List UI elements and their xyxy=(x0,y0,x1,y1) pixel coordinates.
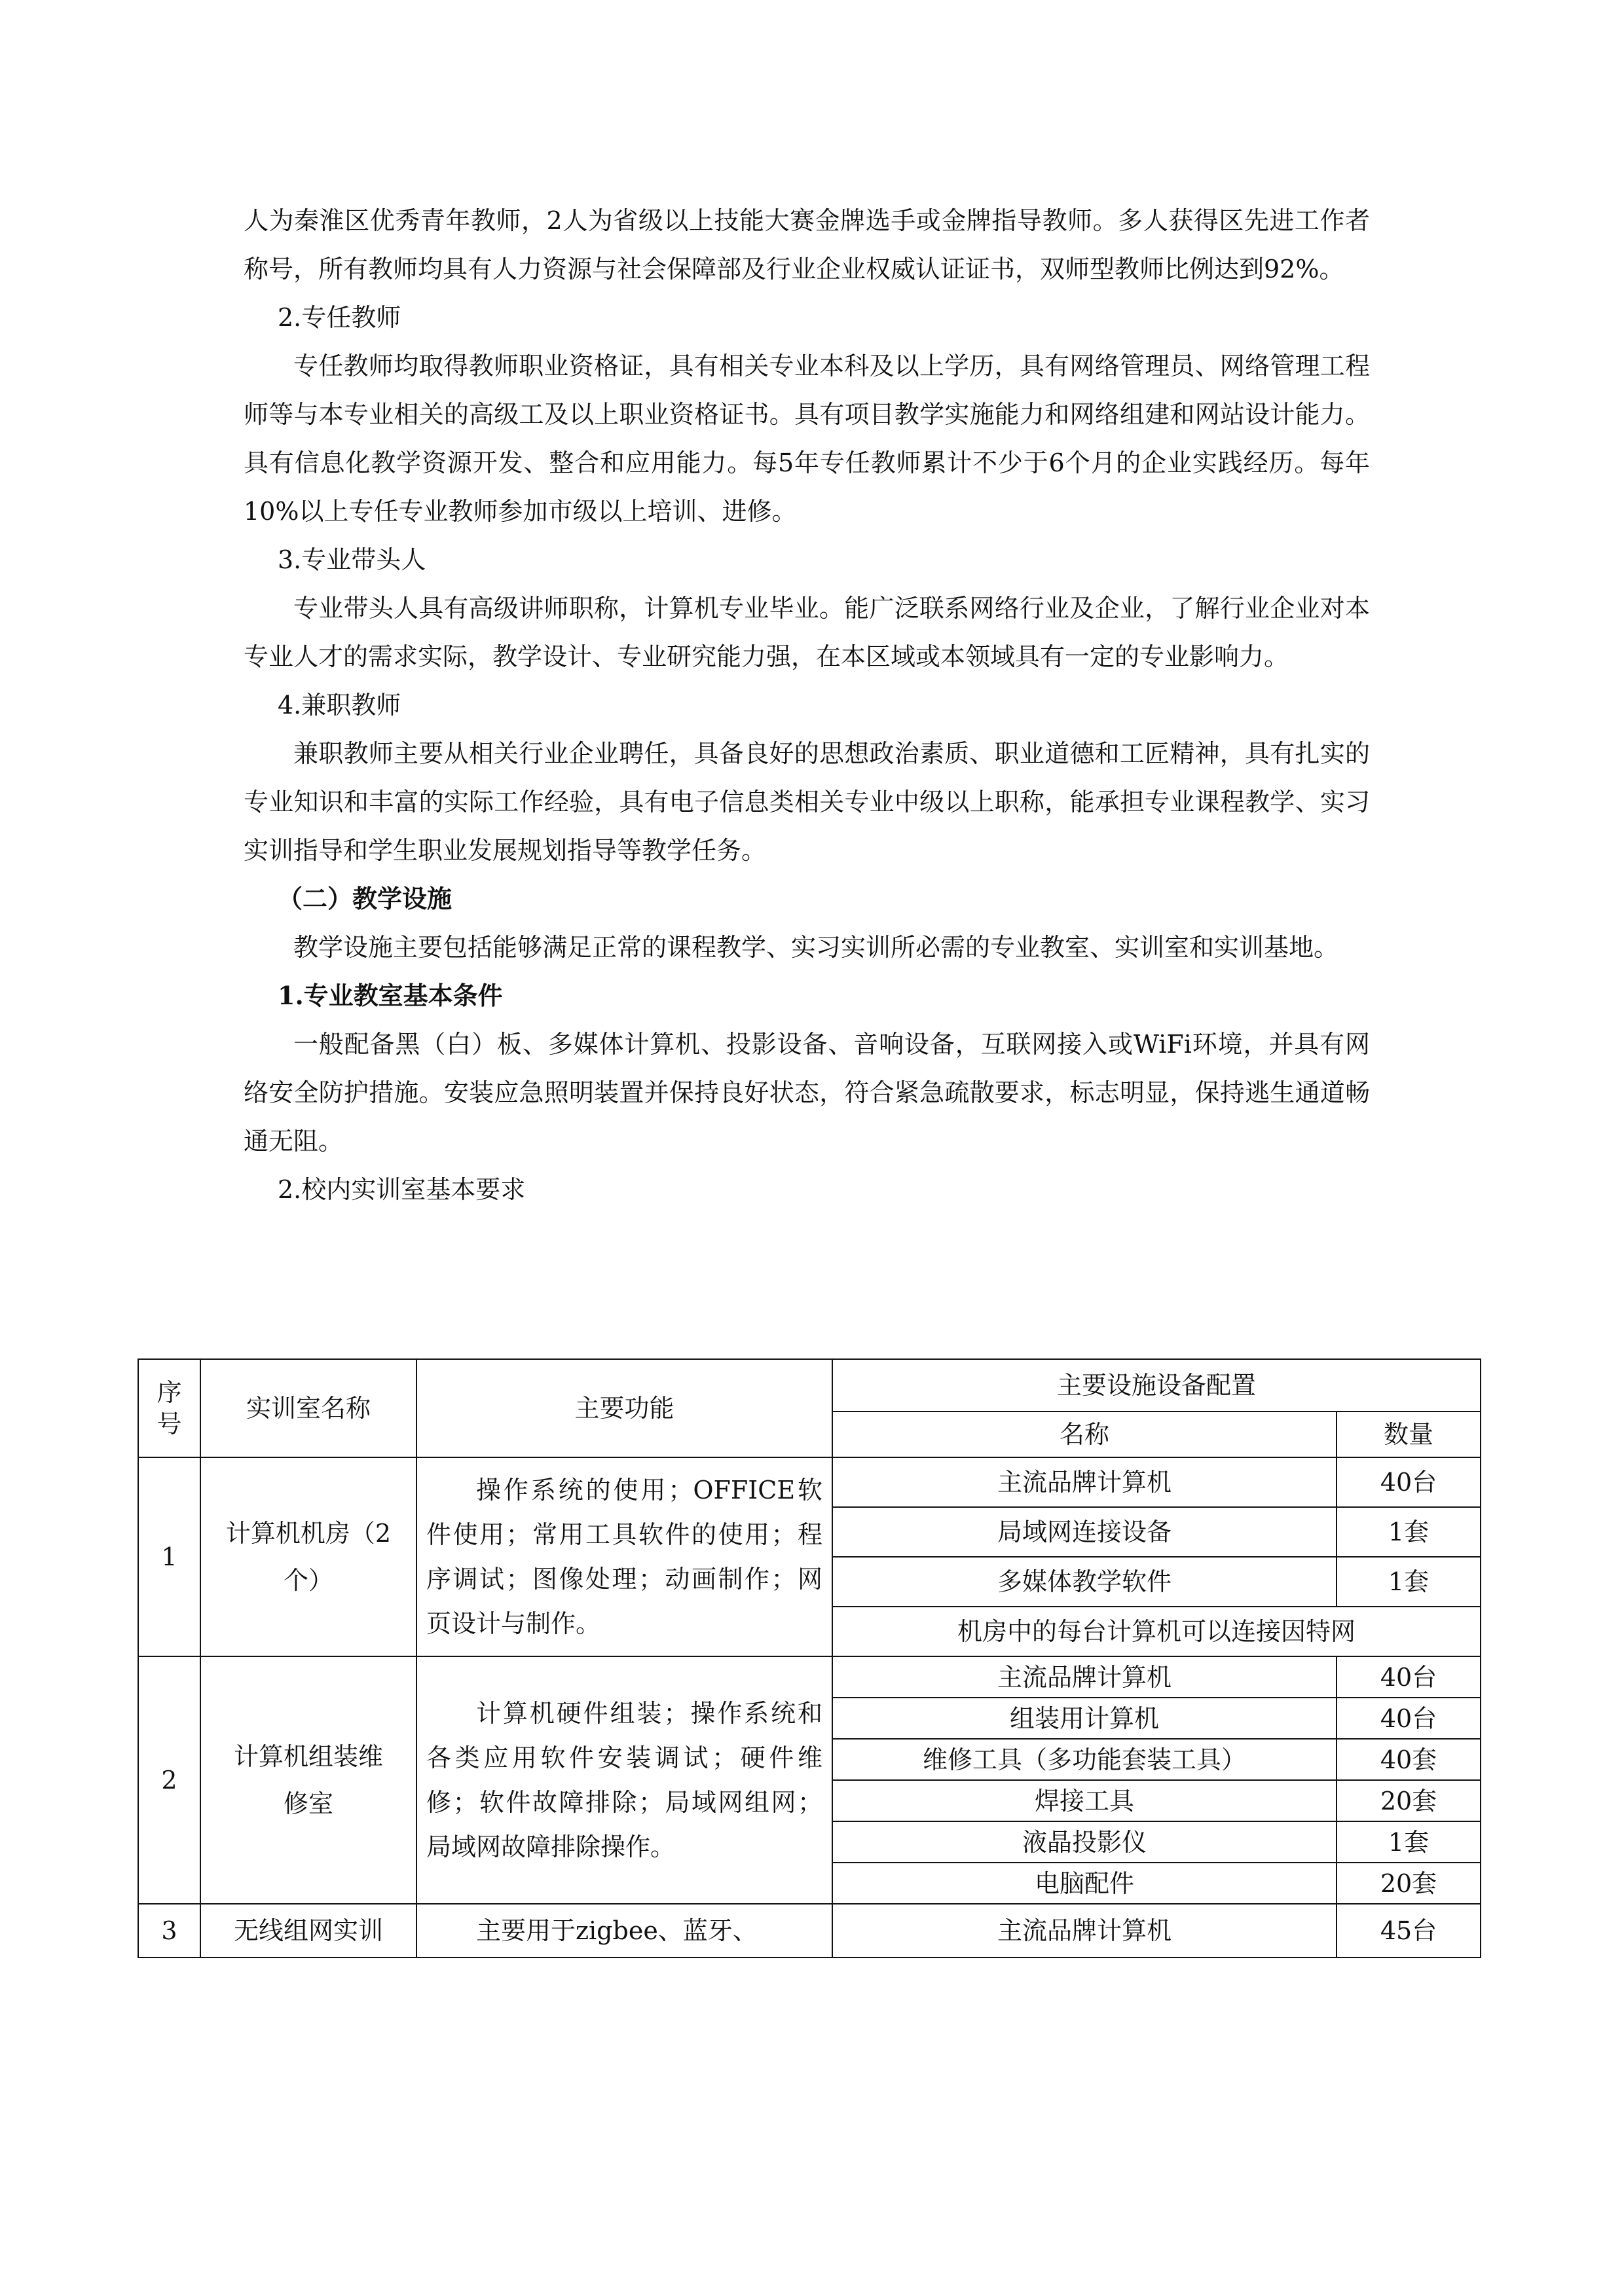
table-row-1-function: 操作系统的使用；OFFICE软件使用；常用工具软件的使用；程序调试；图像处理；动画制作；网页设计与制作。 xyxy=(416,1457,832,1656)
table-row-2-seq: 2 xyxy=(138,1656,200,1904)
header-main-function: 主要功能 xyxy=(416,1359,832,1457)
paragraph-teacher-honors: 人为秦淮区优秀青年教师，2人为省级以上技能大赛金牌选手或金牌指导教师。多人获得区先进工作者称号，所有教师均具有人力资源与社会保障部及行业企业权威认证证书，双师型教师比例达到92%。 xyxy=(244,206,1370,283)
table-row-2-eq-6-qty: 20套 xyxy=(1337,1863,1481,1904)
table-row-2-eq-6-name: 电脑配件 xyxy=(832,1863,1337,1904)
table-row-1-eq-2-qty: 1套 xyxy=(1337,1507,1481,1557)
table-row-3-room: 无线组网实训 xyxy=(200,1904,416,1958)
table-row-1-eq-1-qty: 40台 xyxy=(1337,1457,1481,1507)
table-row-2-eq-4-qty: 20套 xyxy=(1337,1780,1481,1821)
header-room-name: 实训室名称 xyxy=(200,1359,416,1457)
heading-training-room-requirements: 2.校内实训室基本要求 xyxy=(278,1175,526,1204)
heading-discipline-leader: 3.专业带头人 xyxy=(278,545,426,574)
table-row-1-eq-3-qty: 1套 xyxy=(1337,1557,1481,1607)
table-row-2-eq-2-qty: 40台 xyxy=(1337,1698,1481,1739)
table-row-1-eq-3-name: 多媒体教学软件 xyxy=(832,1557,1337,1607)
table-row-3-eq-1-name: 主流品牌计算机 xyxy=(832,1904,1337,1958)
table-row-2-eq-1-name: 主流品牌计算机 xyxy=(832,1656,1337,1698)
heading-full-time-teachers: 2.专任教师 xyxy=(278,303,401,332)
training-room-table xyxy=(138,1358,1481,1958)
table-row-1-note: 机房中的每台计算机可以连接因特网 xyxy=(832,1607,1481,1656)
table-row-2-eq-4-name: 焊接工具 xyxy=(832,1780,1337,1821)
header-equipment-qty: 数量 xyxy=(1337,1412,1481,1457)
document-body xyxy=(244,196,1370,1214)
table-row-2-eq-3-name: 维修工具（多功能套装工具） xyxy=(832,1739,1337,1780)
table-row-2-eq-5-qty: 1套 xyxy=(1337,1821,1481,1863)
table-row-2-function: 计算机硬件组装；操作系统和各类应用软件安装调试；硬件维修；软件故障排除；局域网组网；局域网故障排除操作。 xyxy=(416,1656,832,1904)
heading-classroom-conditions: 1.专业教室基本条件 xyxy=(278,981,503,1010)
table-row-2-eq-2-name: 组装用计算机 xyxy=(832,1698,1337,1739)
table-row-3-eq-1-qty: 45台 xyxy=(1337,1904,1481,1958)
table-row-3-seq: 3 xyxy=(138,1904,200,1958)
heading-part-time-teachers: 4.兼职教师 xyxy=(278,691,401,720)
paragraph-part-time-teachers: 兼职教师主要从相关行业企业聘任，具备良好的思想政治素质、职业道德和工匠精神，具有扎实的专业知识和丰富的实际工作经验，具有电子信息类相关专业中级以上职称，能承担专业课程教学、实习实训指导和学生职业发展规划指导等教学任务。 xyxy=(244,739,1370,865)
table-row-2-room: 计算机组装维修室 xyxy=(200,1656,416,1904)
paragraph-classroom-conditions: 一般配备黑（白）板、多媒体计算机、投影设备、音响设备，互联网接入或WiFi环境，并具有网络安全防护措施。安装应急照明装置并保持良好状态，符合紧急疏散要求，标志明显，保持逃生通道畅通无阻。 xyxy=(244,1030,1370,1156)
table-row-2-eq-3-qty: 40套 xyxy=(1337,1739,1481,1780)
heading-teaching-facilities: （二）教学设施 xyxy=(278,884,452,913)
table-row-1-eq-2-name: 局域网连接设备 xyxy=(832,1507,1337,1557)
table-row-3-function: 主要用于zigbee、蓝牙、 xyxy=(416,1904,832,1958)
paragraph-teaching-facilities: 教学设施主要包括能够满足正常的课程教学、实习实训所必需的专业教室、实训室和实训基地。 xyxy=(293,933,1339,962)
header-equipment-config: 主要设施设备配置 xyxy=(832,1359,1481,1412)
paragraph-full-time-teachers: 专任教师均取得教师职业资格证，具有相关专业本科及以上学历，具有网络管理员、网络管理工程师等与本专业相关的高级工及以上职业资格证书。具有项目教学实施能力和网络组建和网站设计能力。具有信息化教学资源开发、整合和应用能力。每5年专任教师累计不少于6个月的企业实践经历。每年10%以上专任专业教师参加市级以上培训、进修。 xyxy=(244,352,1370,526)
header-equipment-name: 名称 xyxy=(832,1412,1337,1457)
table-row-2-eq-1-qty: 40台 xyxy=(1337,1656,1481,1698)
table-row-2-eq-5-name: 液晶投影仪 xyxy=(832,1821,1337,1863)
table-row-1-room: 计算机机房（2个） xyxy=(200,1457,416,1656)
table-row-1-seq: 1 xyxy=(138,1457,200,1656)
header-seq: 序号 xyxy=(138,1359,200,1457)
table-row-1-eq-1-name: 主流品牌计算机 xyxy=(832,1457,1337,1507)
paragraph-discipline-leader: 专业带头人具有高级讲师职称，计算机专业毕业。能广泛联系网络行业及企业，了解行业企业对本专业人才的需求实际，教学设计、专业研究能力强，在本区域或本领域具有一定的专业影响力。 xyxy=(244,594,1370,671)
